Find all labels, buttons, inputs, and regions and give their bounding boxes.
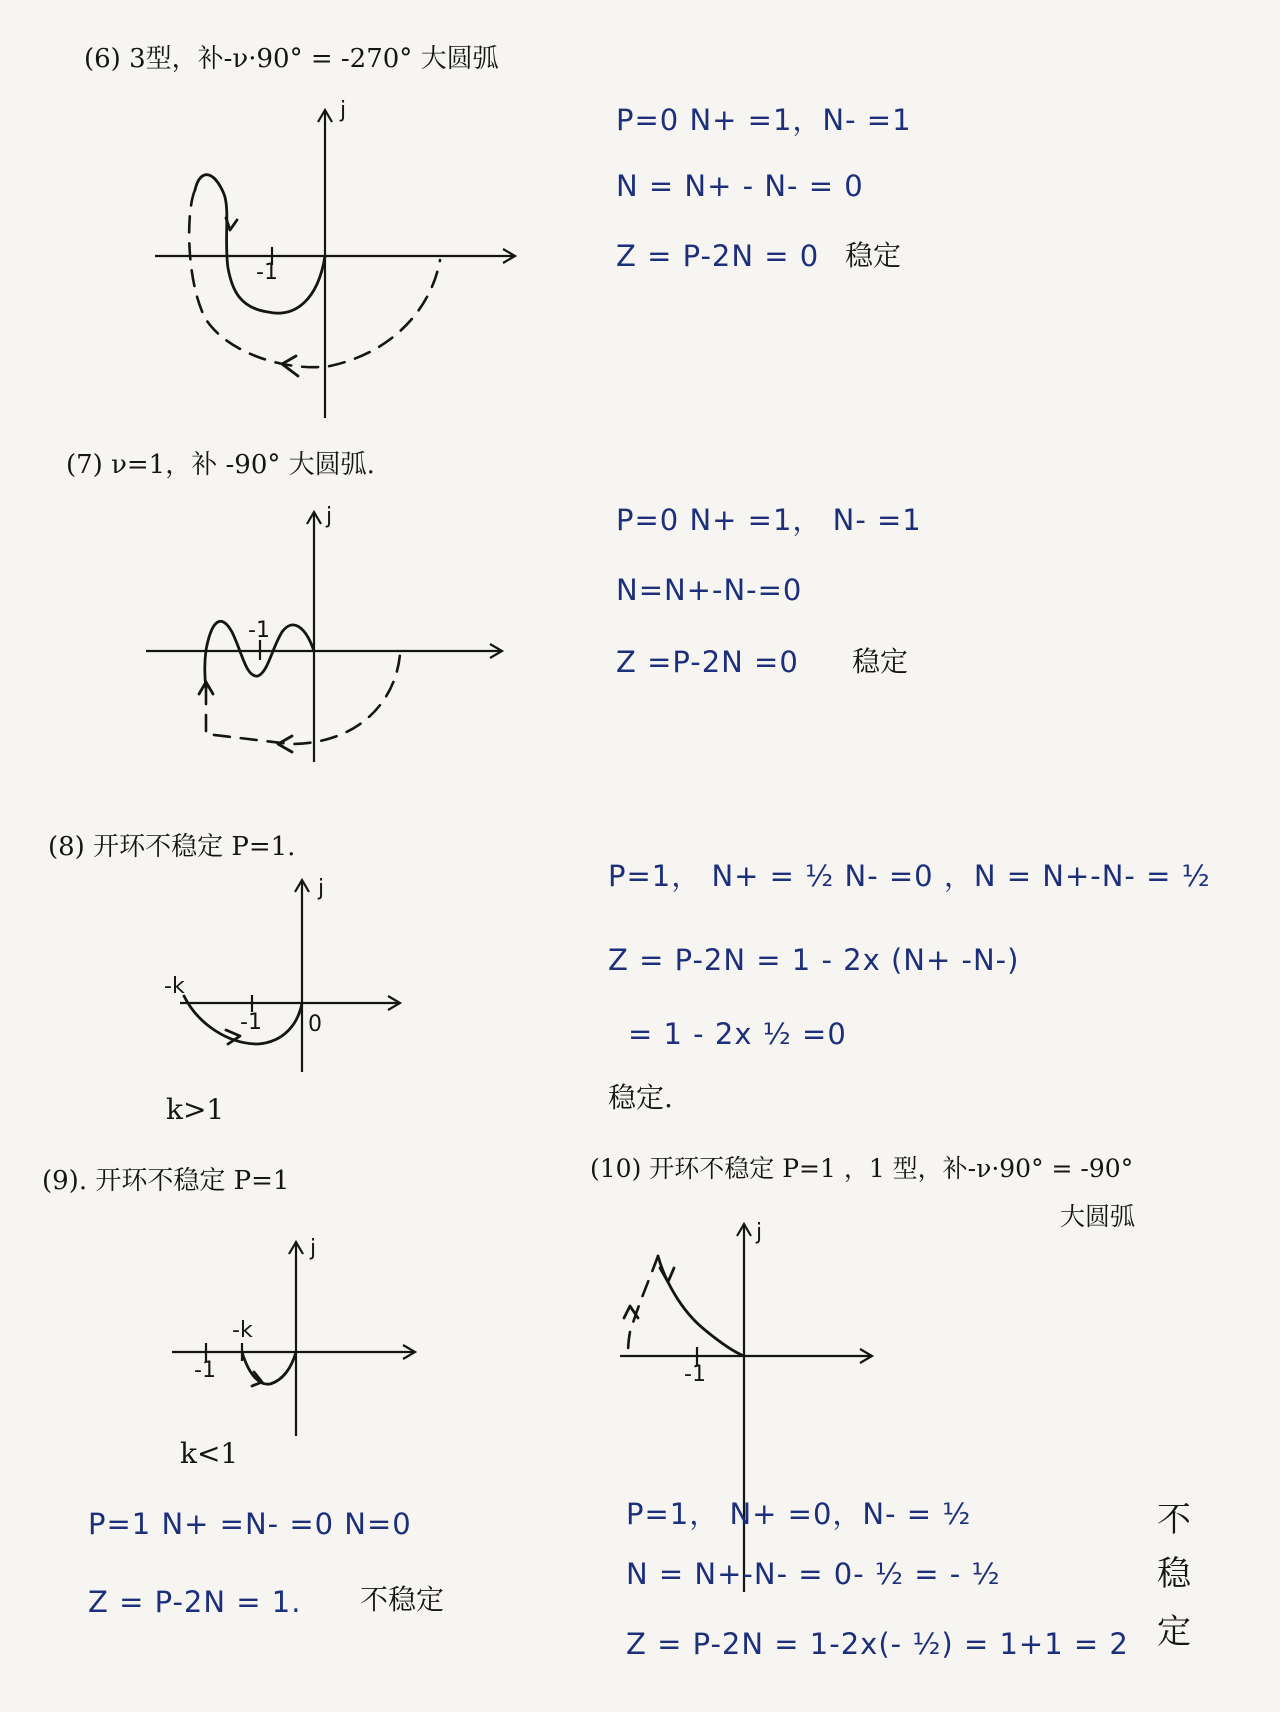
p8-condition: k>1 <box>166 1093 225 1126</box>
p9-verdict: 不稳定 <box>360 1583 445 1616</box>
p7-tick-label: -1 <box>248 618 270 643</box>
p8-line-3: = 1 - 2x ½ =0 <box>628 1017 847 1051</box>
p9-condition: k<1 <box>180 1437 239 1470</box>
p10-verdict-char-1: 不 <box>1157 1500 1191 1540</box>
p10-curve-arrow-icon <box>660 1268 674 1282</box>
p10-heading-2: 大圆弧 <box>1060 1202 1136 1231</box>
p10-tick-label: -1 <box>684 1362 706 1387</box>
p7-line-3: Z =P-2N =0 <box>616 645 799 679</box>
p10-line-3: Z = P-2N = 1-2x(- ½) = 1+1 = 2 <box>626 1627 1129 1661</box>
p8-heading: (8) 开环不稳定 P=1. <box>48 832 296 862</box>
p6-verdict: 稳定 <box>845 239 902 272</box>
p8-verdict: 稳定. <box>608 1081 673 1114</box>
p6-line-3: Z = P-2N = 0 <box>616 239 820 273</box>
p10-heading: (10) 开环不稳定 P=1 ，1 型，补-ν·90° = -90° <box>590 1154 1134 1183</box>
p7-verdict: 稳定 <box>852 645 909 678</box>
p6-heading: (6) 3型，补-ν·90° = -270° 大圆弧 <box>84 44 499 74</box>
p6-line-2: N = N+ - N- = 0 <box>616 169 864 203</box>
p9-heading: (9). 开环不稳定 P=1 <box>42 1166 290 1196</box>
p9-line-2: Z = P-2N = 1. <box>88 1585 302 1619</box>
p6-tick-label: -1 <box>256 260 278 285</box>
p8-line-1: P=1， N+ = ½ N- =0 ，N = N+-N- = ½ <box>608 859 1211 893</box>
p8-tick-label: -1 <box>240 1010 262 1035</box>
p9-tick-k-label: -k <box>232 1318 253 1343</box>
p8-axis-label: j <box>318 876 325 901</box>
p8-tick-k-label: -k <box>164 974 185 999</box>
p9-axis-label: j <box>310 1236 317 1261</box>
p7-axis-label: j <box>326 504 333 529</box>
p7-line-1: P=0 N+ =1， N- =1 <box>616 503 922 537</box>
p6-axis-label: j <box>340 98 347 123</box>
p8-line-2: Z = P-2N = 1 - 2x (N+ -N-) <box>608 943 1020 977</box>
p9-tick-label: -1 <box>194 1358 216 1383</box>
p6-line-1: P=0 N+ =1，N- =1 <box>616 103 912 137</box>
p8-origin-label: 0 <box>308 1012 322 1037</box>
p10-nyquist-curve <box>658 1256 744 1356</box>
p10-verdict-char-2: 稳 <box>1157 1554 1191 1594</box>
p9-line-1: P=1 N+ =N- =0 N=0 <box>88 1507 412 1541</box>
p10-axis-label: j <box>756 1220 763 1245</box>
p10-dashed-arc <box>628 1256 658 1356</box>
p10-line-1: P=1， N+ =0，N- = ½ <box>626 1497 972 1531</box>
p10-verdict-char-3: 定 <box>1157 1612 1191 1652</box>
p7-line-2: N=N+-N-=0 <box>616 573 803 607</box>
p10-line-2: N = N+-N- = 0- ½ = - ½ <box>626 1557 1001 1591</box>
p7-heading: (7) ν=1，补 -90° 大圆弧. <box>66 450 375 480</box>
